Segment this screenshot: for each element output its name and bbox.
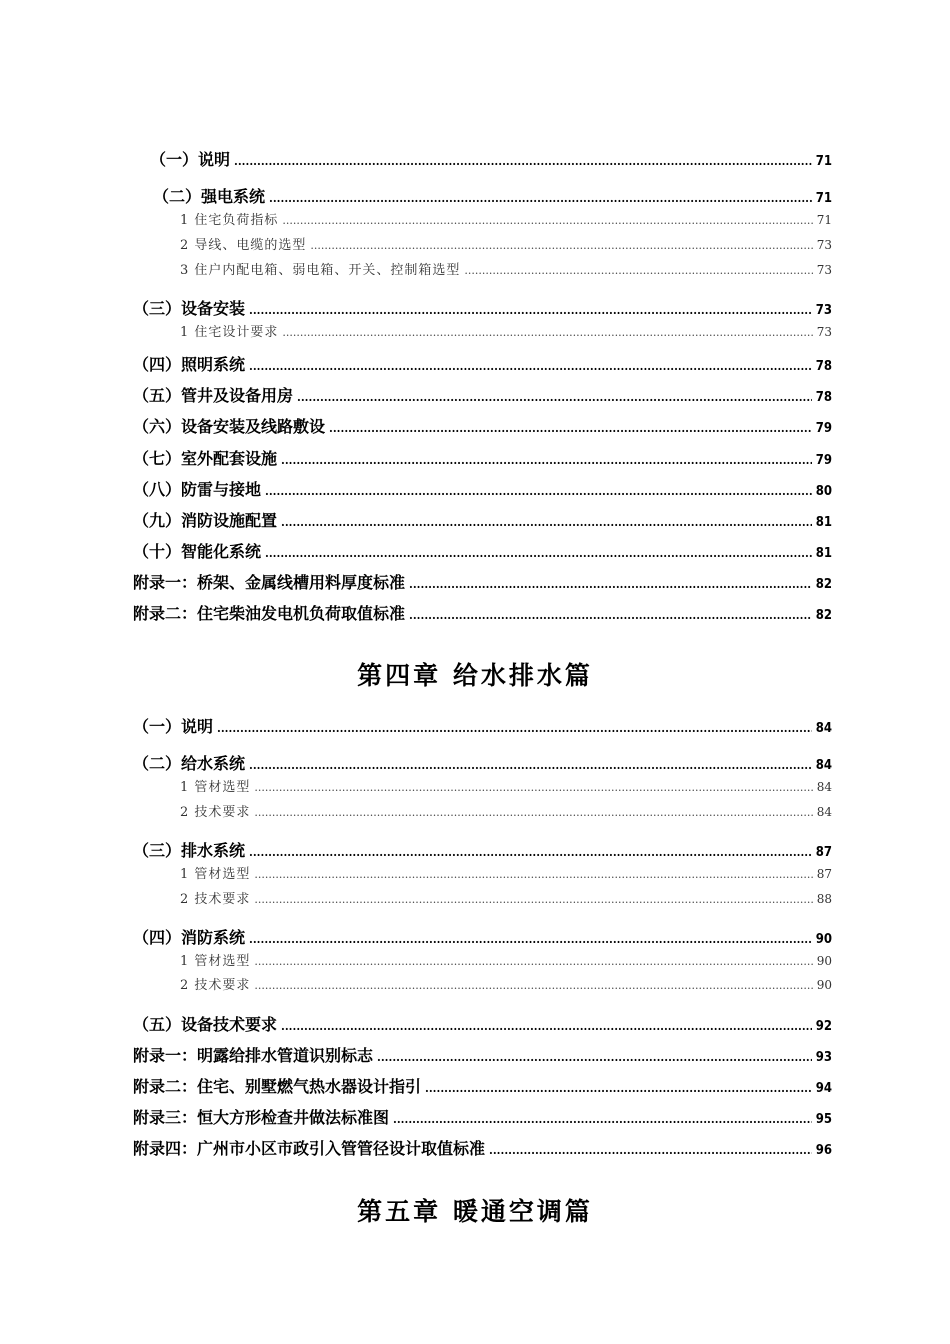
dot-leader (281, 1020, 812, 1033)
toc-entry-label: （五）设备技术要求 (133, 1015, 278, 1034)
toc-entry-page: 79 (815, 453, 832, 468)
toc-subentry[interactable] (180, 259, 832, 276)
toc-subentry-page: 90 (816, 978, 832, 992)
toc-entry-label: （四）照明系统 (133, 355, 246, 374)
toc-entry-label: （七）室外配套设施 (133, 449, 278, 468)
toc-entry[interactable] (133, 383, 832, 403)
dot-leader (489, 1144, 812, 1157)
toc-subentry-page: 88 (816, 892, 832, 906)
toc-entry-page: 92 (815, 1019, 832, 1034)
toc-subentry-label: 1 住宅设计要求 (180, 325, 279, 340)
toc-entry-page: 80 (815, 484, 832, 499)
toc-entry[interactable] (133, 601, 832, 621)
toc-subentry-page: 73 (816, 263, 832, 277)
toc-entry-page: 82 (815, 608, 832, 623)
toc-entry[interactable] (133, 714, 832, 734)
toc-entry-page: 78 (815, 359, 832, 374)
dot-leader (249, 846, 812, 859)
toc-entry-page: 94 (815, 1081, 832, 1096)
toc-subentry-label: 1 管材选型 (180, 780, 251, 795)
dot-leader (409, 578, 812, 591)
toc-entry-label: （二）给水系统 (133, 754, 246, 773)
toc-subentry[interactable] (180, 974, 832, 991)
dot-leader (281, 516, 812, 529)
dot-leader (297, 391, 812, 404)
toc-subentry[interactable] (180, 863, 832, 880)
dot-leader (265, 485, 812, 498)
toc-entry[interactable] (133, 1012, 832, 1032)
toc-subentry[interactable] (180, 950, 832, 967)
toc-entry-label: （一）说明 (133, 717, 214, 736)
toc-subentry-label: 3 住户内配电箱、弱电箱、开关、控制箱选型 (180, 263, 461, 278)
toc-entry-page: 71 (815, 154, 832, 169)
toc-entry-label: （五）管井及设备用房 (133, 386, 294, 405)
toc-entry-label: 附录二：住宅、别墅燃气热水器设计指引 (133, 1077, 422, 1096)
toc-entry-label: （三）排水系统 (133, 841, 246, 860)
toc-subentry-page: 71 (816, 213, 832, 227)
toc-entry-page: 73 (815, 303, 832, 318)
toc-subentry-label: 1 住宅负荷指标 (180, 213, 279, 228)
dot-leader (425, 1082, 812, 1095)
dot-leader (265, 547, 812, 560)
toc-subentry-label: 2 技术要求 (180, 805, 251, 820)
toc-entry-page: 81 (815, 546, 832, 561)
toc-entry-page: 93 (815, 1050, 832, 1065)
toc-entry[interactable] (133, 414, 832, 434)
toc-subentry[interactable] (180, 888, 832, 905)
toc-entry-label: （四）消防系统 (133, 928, 246, 947)
dot-leader (409, 609, 812, 622)
toc-entry[interactable] (133, 1136, 832, 1156)
toc-entry[interactable] (133, 539, 832, 559)
toc-entry-label: 附录二：住宅柴油发电机负荷取值标准 (133, 604, 406, 623)
dot-leader (281, 454, 812, 467)
dot-leader (254, 955, 812, 968)
toc-entry-label: 附录三：恒大方形检查井做法标准图 (133, 1108, 390, 1127)
toc-subentry[interactable] (180, 209, 832, 226)
toc-entry-page: 95 (815, 1112, 832, 1127)
toc-entry-label: （九）消防设施配置 (133, 511, 278, 530)
toc-entry-label: 附录一：明露给排水管道识别标志 (133, 1046, 374, 1065)
toc-subentry-label: 1 管材选型 (180, 954, 251, 969)
toc-entry-page: 78 (815, 390, 832, 405)
toc-subentry-label: 1 管材选型 (180, 867, 251, 882)
toc-subentry-label: 2 导线、电缆的选型 (180, 238, 307, 253)
dot-leader (234, 155, 812, 168)
toc-subentry-page: 84 (816, 780, 832, 794)
dot-leader (254, 893, 812, 906)
toc-entry-label: （二）强电系统 (153, 187, 266, 206)
dot-leader (254, 806, 812, 819)
toc-entry[interactable] (133, 508, 832, 528)
toc-entry[interactable] (133, 296, 832, 316)
toc-entry-page: 84 (815, 721, 832, 736)
toc-entry[interactable] (133, 1043, 832, 1063)
dot-leader (282, 326, 812, 339)
toc-subentry-page: 73 (816, 325, 832, 339)
toc-subentry[interactable] (180, 234, 832, 251)
toc-entry-page: 79 (815, 421, 832, 436)
toc-entry-label: （八）防雷与接地 (133, 480, 262, 499)
toc-entry-label: （十）智能化系统 (133, 542, 262, 561)
toc-entry[interactable] (133, 570, 832, 590)
toc-entry[interactable] (133, 1074, 832, 1094)
toc-subentry-page: 87 (816, 867, 832, 881)
toc-entry-label: （一）说明 (150, 150, 231, 169)
toc-entry-page: 82 (815, 577, 832, 592)
toc-subentry[interactable] (180, 776, 832, 793)
toc-entry[interactable] (133, 446, 832, 466)
dot-leader (249, 304, 812, 317)
dot-leader (393, 1113, 812, 1126)
dot-leader (217, 722, 812, 735)
chapter-heading: 第四章 给水排水篇 (357, 661, 593, 690)
toc-entry[interactable] (133, 352, 832, 372)
toc-entry[interactable] (133, 838, 832, 858)
toc-subentry-page: 84 (816, 805, 832, 819)
toc-entry[interactable] (153, 184, 832, 204)
toc-entry-page: 71 (815, 191, 832, 206)
toc-entry-page: 84 (815, 758, 832, 773)
dot-leader (269, 192, 812, 205)
toc-entry-page: 90 (815, 932, 832, 947)
toc-subentry-page: 90 (816, 954, 832, 968)
toc-entry[interactable] (133, 925, 832, 945)
toc-entry-label: 附录四：广州市小区市政引入管管径设计取值标准 (133, 1139, 486, 1158)
toc-entry-page: 81 (815, 515, 832, 530)
toc-subentry[interactable] (180, 801, 832, 818)
toc-entry-page: 96 (815, 1143, 832, 1158)
chapter-heading: 第五章 暖通空调篇 (357, 1197, 593, 1226)
toc-entry[interactable] (150, 147, 832, 167)
dot-leader (254, 781, 812, 794)
toc-subentry-label: 2 技术要求 (180, 978, 251, 993)
toc-subentry-label: 2 技术要求 (180, 892, 251, 907)
toc-entry-label: （六）设备安装及线路敷设 (133, 417, 326, 436)
toc-entry[interactable] (133, 751, 832, 771)
toc-entry-page: 87 (815, 845, 832, 860)
toc-entry-label: （三）设备安装 (133, 299, 246, 318)
dot-leader (254, 868, 812, 881)
toc-subentry[interactable] (180, 321, 832, 338)
toc-entry-label: 附录一：桥架、金属线槽用料厚度标准 (133, 573, 406, 592)
dot-leader (254, 979, 812, 992)
dot-leader (282, 214, 812, 227)
dot-leader (464, 264, 812, 277)
toc-entry[interactable] (133, 1105, 832, 1125)
dot-leader (329, 422, 812, 435)
toc-subentry-page: 73 (816, 238, 832, 252)
dot-leader (249, 360, 812, 373)
dot-leader (310, 239, 812, 252)
toc-entry[interactable] (133, 477, 832, 497)
dot-leader (377, 1051, 812, 1064)
dot-leader (249, 933, 812, 946)
dot-leader (249, 759, 812, 772)
